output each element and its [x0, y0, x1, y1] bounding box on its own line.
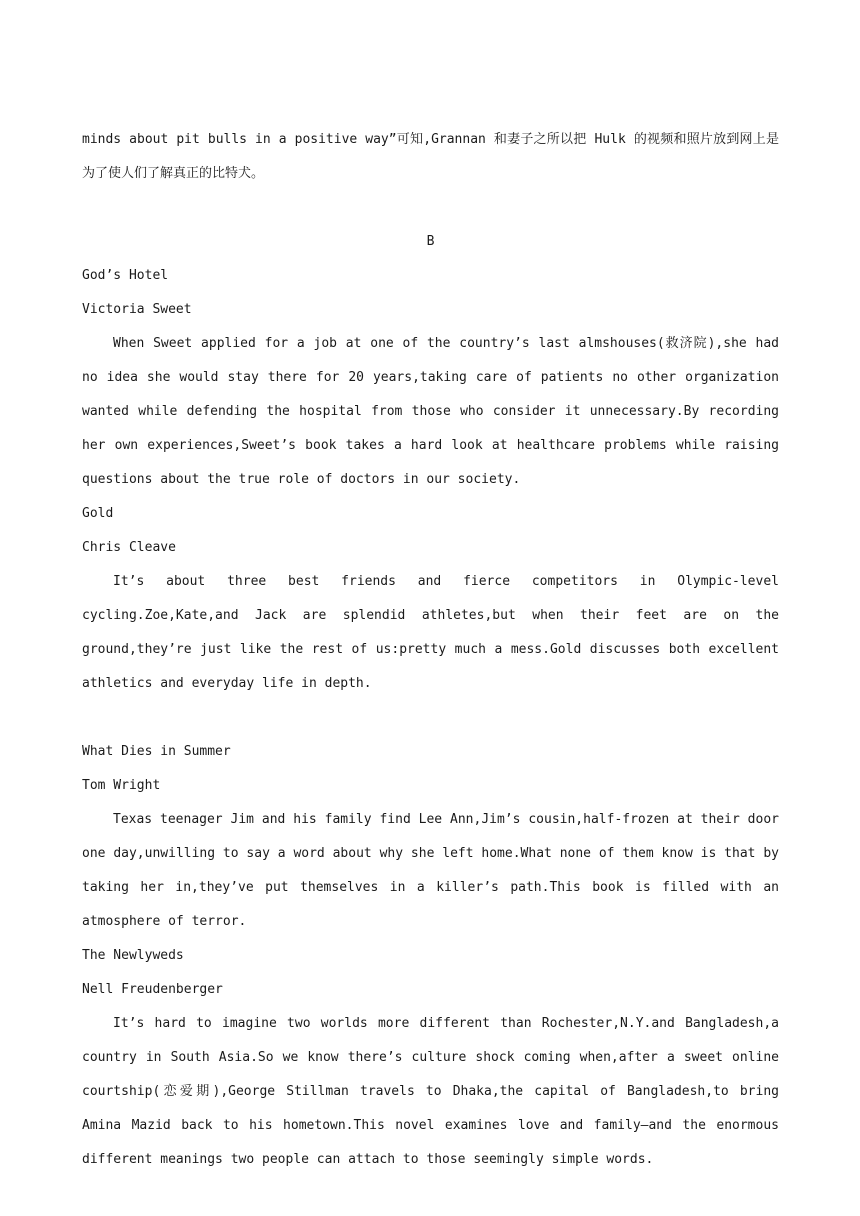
book-author: Chris Cleave [82, 540, 176, 555]
book-title: What Dies in Summer [82, 744, 231, 759]
book-description: It’s hard to imagine two worlds more different than Rochester,N.Y.and Bangladesh,a country in South Asia.So we know there’s culture shock coming when,after a sweet online courtship(恋爱期),George Stillman travels to Dhaka,the capital of Bangladesh,to bring Amina Mazid back to his hometown.This novel examines love and family—and the enormous different meanings two people can attach to those seemingly simple words. [82, 1016, 779, 1167]
book-description: It’s about three best friends and fierce competitors in Olympic-level cycling.Zoe,Kate,and Jack are splendid athletes,but when their feet are on the ground,they’re just like the rest of us:pretty much a mess.Gold discusses both excellent athletics and everyday life in depth. [82, 574, 779, 691]
section-heading: B [426, 234, 435, 249]
book-description: When Sweet applied for a job at one of the country’s last almshouses(救济院),she had no idea she would stay there for 20 years,taking care of patients no other organization wanted while defending the hospital from those who consider it unnecessary.By recording her own experiences,Sweet’s book takes a hard look at healthcare problems while raising questions about the true role of doctors in our society. [82, 336, 779, 487]
spacer [82, 191, 779, 225]
book-author: Tom Wright [82, 778, 161, 793]
spacer [82, 701, 779, 735]
intro-paragraph: minds about pit bulls in a positive way”可知,Grannan 和妻子之所以把 Hulk 的视频和照片放到网上是为了使人们了解真正的比特犬。 [82, 132, 779, 181]
book-author: Nell Freudenberger [82, 982, 223, 997]
book-description: Texas teenager Jim and his family find Lee Ann,Jim’s cousin,half-frozen at their door one day,unwilling to say a word about why she left home.What none of them know is that by taking her in,they’ve put themselves in a killer’s path.This book is filled with an atmosphere of terror. [82, 812, 779, 929]
book-title: The Newlyweds [82, 948, 184, 963]
document-page [82, 123, 779, 1177]
book-title: God’s Hotel [82, 268, 169, 283]
book-author: Victoria Sweet [82, 302, 192, 317]
book-title: Gold [82, 506, 114, 521]
